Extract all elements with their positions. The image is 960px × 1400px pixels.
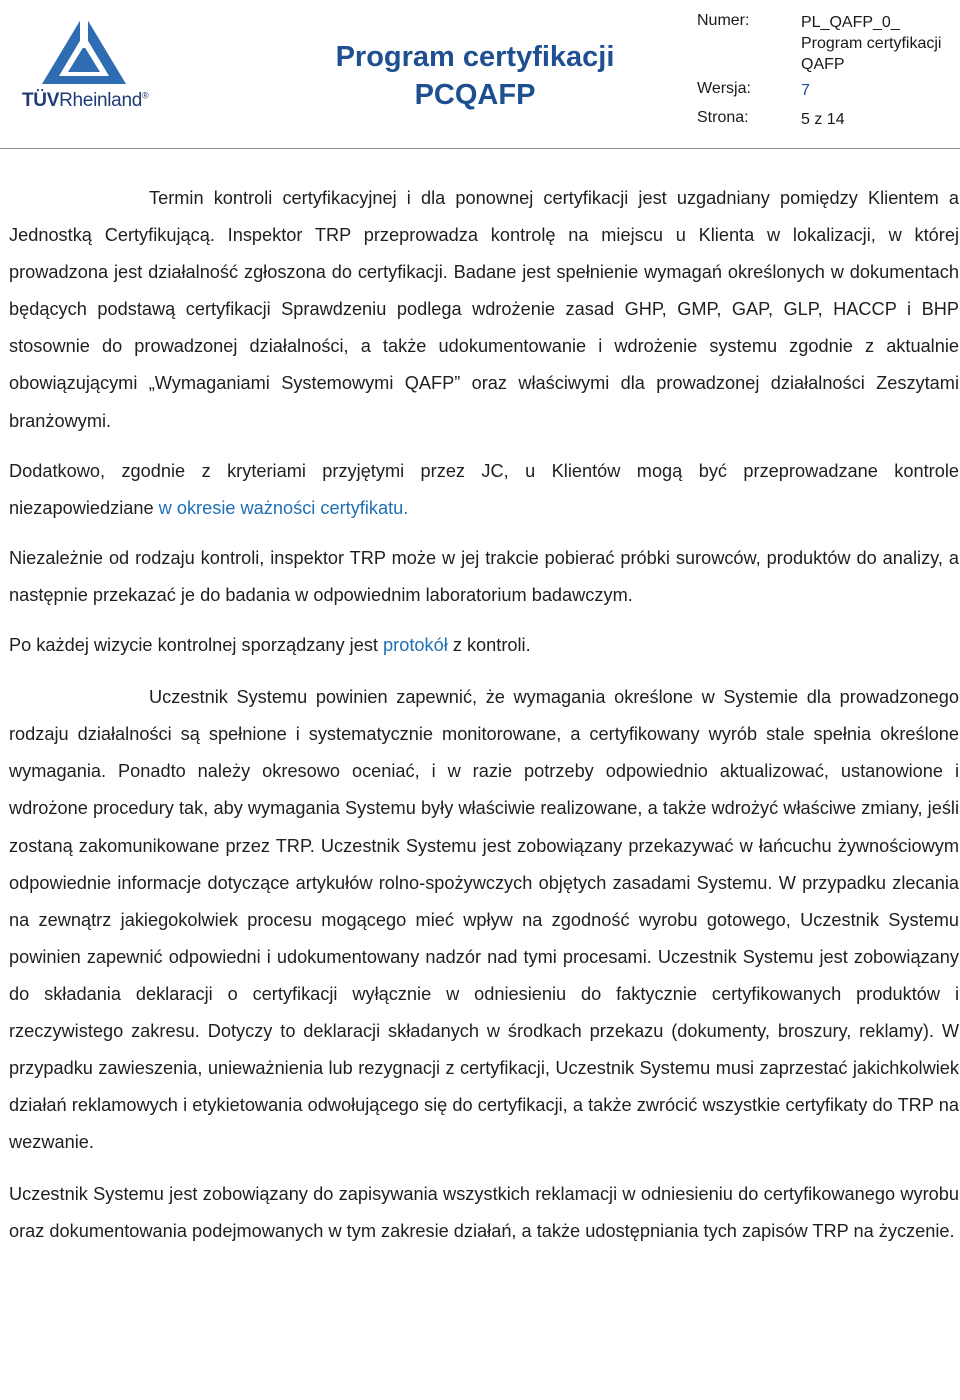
tuv-triangle-icon [22, 10, 147, 90]
title-line-1: Program certyfikacji [335, 41, 615, 73]
header-divider [0, 148, 960, 149]
document-header [0, 0, 960, 150]
numer-label: Numer: [697, 12, 750, 29]
title-line-2: PCQAFP [414, 79, 536, 111]
document-title [310, 38, 640, 114]
paragraph-protocol: Po każdej wizycie kontrolnej sporządzany jest protokół z kontroli. [9, 635, 531, 656]
tuv-rheinland-logo [22, 10, 147, 112]
paragraph-inspection-terms: Termin kontroli certyfikacyjnej i dla ponownej certyfikacji jest uzgadniany pomiędzy Klientem a Jednostką Certyfikującą. Inspektor TRP przeprowadza kontrolę na miejscu u Klienta w lokalizacji, w której prowadzona jest działalność zgłoszona do certyfikacji. Badane jest spełnienie wymagań określonych w dokumentach będących podstawą certyfikacji Sprawdzeniu podlega wdrożenie zasad GHP, GMP, GAP, GLP, HACCP i BHP stosownie do prowadzonej działalności, a także udokumentowanie i wdrożenie systemu zgodnie z aktualnie obowiązującymi „Wymaganiami Systemowymi QAFP” oraz właściwymi dla prowadzonej działalności Zeszytami branżowymi. [9, 188, 959, 431]
paragraph-unannounced-inspections: Dodatkowo, zgodnie z kryteriami przyjętymi przez JC, u Klientów mogą być przeprowadzane kontrole niezapowiedziane w okresie ważności certyfikatu. [9, 460, 959, 518]
wersja-label: Wersja: [697, 80, 751, 97]
validity-period-link[interactable]: w okresie ważności certyfikatu. [158, 497, 409, 518]
strona-value: 5 z 14 [801, 111, 845, 128]
strona-label: Strona: [697, 109, 749, 126]
paragraph-complaints-records: Uczestnik Systemu jest zobowiązany do zapisywania wszystkich reklamacji w odniesieniu do certyfikowanego wyrobu oraz dokumentowania podejmowanych w tym zakresie działań, a także udostępniania tych zapisów TRP na życzenie. [9, 1184, 959, 1242]
paragraph-sampling: Niezależnie od rodzaju kontroli, inspektor TRP może w jej trakcie pobierać próbki surowców, produktów do analizy, a następnie przekazać je do badania w odpowiednim laboratorium badawczym. [9, 547, 959, 605]
protocol-link[interactable]: protokół [383, 635, 448, 656]
document-body [9, 180, 959, 1251]
numer-value: PL_QAFP_0_ Program certyfikacji QAFP [801, 14, 942, 73]
wersja-value: 7 [801, 82, 810, 99]
paragraph-participant-obligations: Uczestnik Systemu powinien zapewnić, że wymagania określone w Systemie dla prowadzonego rodzaju działalności są spełnione i systematycznie monitorowane, a certyfikowany wyrób stale spełnia określone wymagania. Ponadto należy okresowo oceniać, i w razie potrzeby odpowiednio aktualizować, ustanowione i wdrożone procedury tak, aby wymagania Systemu były właściwie realizowane, a także wdrożyć właściwe zmiany, jeśli zostaną zakomunikowane przez TRP. Uczestnik Systemu jest zobowiązany przekazywać w łańcuchu żywnościowym odpowiednie informacje dotyczące artykułów rolno-spożywczych objętych zasadami Systemu. W przypadku zlecania na zewnątrz jakiegokolwiek procesu mogącego mieć wpływ na zgodność wyrobu gotowego, Uczestnik Systemu powinien zapewnić odpowiedni i udokumentowany nadzór nad tymi procesami. Uczestnik Systemu jest zobowiązany do składania deklaracji o certyfikacji wyłącznie w odniesieniu do faktycznie certyfikowanych produktów i rzeczywistego zakresu. Dotyczy to deklaracji składanych w środkach przekazu (dokumenty, broszury, reklamy). W przypadku zawieszenia, unieważnienia lub rezygnacji z certyfikacji, Uczestnik Systemu musi zaprzestać jakichkolwiek działań reklamowych i etykietowania odwołującego się do certyfikacji, a także zwrócić wszystkie certyfikaty do TRP na wezwanie. [9, 687, 959, 1153]
logo-wordmark: TÜVRheinland® [22, 90, 149, 111]
